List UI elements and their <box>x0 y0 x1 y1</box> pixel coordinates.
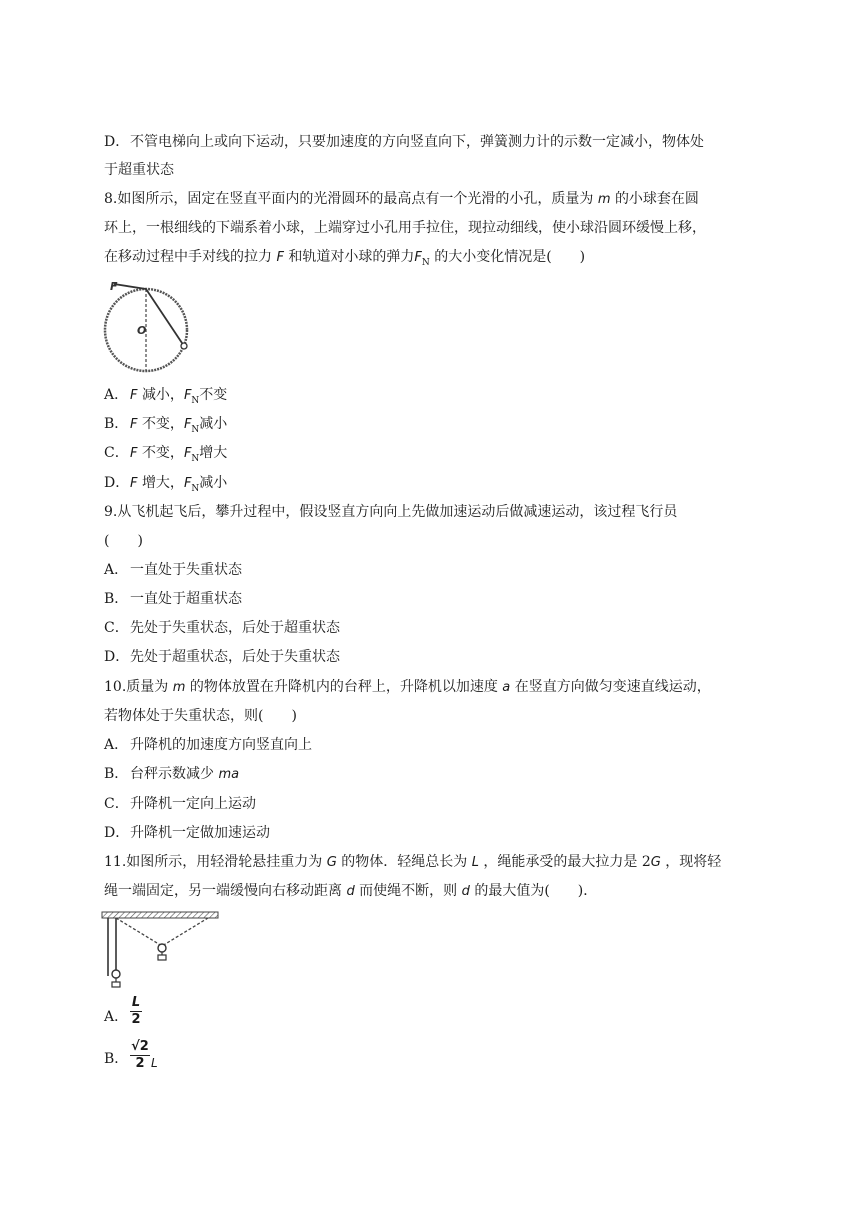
q9-option-d <box>104 647 340 667</box>
q10-option-d <box>104 823 270 843</box>
q10-text: 若物体处于失重状态，则( ) <box>104 708 297 724</box>
subscript-N: N <box>191 453 200 464</box>
q8-stem-line2 <box>104 218 706 238</box>
q9-stem-line1 <box>104 502 677 522</box>
q10-text: 的物体放置在升降机内的台秤上，升降机以加速度 <box>189 679 498 695</box>
q11-stem-line1 <box>104 852 721 873</box>
q11-option-b <box>104 1049 130 1069</box>
option-label: A． <box>104 737 129 753</box>
q10-stem-line1 <box>104 677 711 698</box>
option-label: B． <box>104 416 129 432</box>
var-F: F <box>130 476 138 491</box>
q8-ring-figure <box>100 278 200 378</box>
var-F: F <box>130 446 138 461</box>
subscript-N: N <box>191 395 200 406</box>
option-label: D． <box>104 825 130 841</box>
q11-text: ，现将轻 <box>665 854 722 870</box>
var-a: a <box>502 680 511 695</box>
middle-weight <box>158 955 166 960</box>
q8-text: 和轨道对小球的弹力 <box>288 249 415 265</box>
q8-option-c <box>104 443 227 469</box>
q10-text: 在竖直方向做匀变速直线运动， <box>514 679 711 695</box>
subscript-N: N <box>191 483 200 494</box>
fraction-numerator: L <box>131 995 141 1010</box>
option-label: D． <box>104 649 130 665</box>
q8-text: 在移动过程中手对线的拉力 <box>104 249 272 265</box>
option-label: A． <box>104 1009 129 1025</box>
var-FN: F <box>183 446 192 461</box>
option-text: 台秤示数减少 <box>130 766 214 782</box>
option-text: 升降机一定做加速运动 <box>130 825 270 841</box>
q10-option-c <box>104 794 256 814</box>
q8-text: 的小球套在圆 <box>614 191 699 207</box>
pull-thread <box>114 284 146 289</box>
q11-option-a <box>104 1007 130 1027</box>
left-pulley <box>112 970 120 978</box>
option-text: 先处于超重状态，后处于失重状态 <box>130 649 340 665</box>
var-m: m <box>597 192 611 207</box>
var-FN: F <box>183 476 192 491</box>
q9-option-c <box>104 618 340 638</box>
option-label: A． <box>104 562 129 578</box>
q11-stem-line2 <box>104 881 597 902</box>
option-label: A． <box>104 387 129 403</box>
option-label: C． <box>104 445 129 461</box>
var-L: L <box>471 855 479 870</box>
q9-option-a <box>104 560 242 580</box>
option-label: C． <box>104 796 129 812</box>
option-text: 减小 <box>199 475 228 491</box>
q9-stem-line2 <box>104 531 143 551</box>
q10-option-a <box>104 735 312 755</box>
middle-pulley <box>158 944 166 952</box>
q10-text: 10.质量为 <box>104 679 169 695</box>
q10-option-b <box>104 764 239 785</box>
q8-stem-line1 <box>104 189 699 210</box>
q8-option-a <box>104 385 227 411</box>
fraction-sqrt2-over-2 <box>130 1040 150 1071</box>
var-d: d <box>461 884 470 899</box>
q7-option-d-text-cont: 于超重状态 <box>104 162 174 178</box>
option-label: B． <box>104 1051 129 1067</box>
fraction-numerator: √2 <box>131 1039 149 1054</box>
option-label: D． <box>104 475 130 491</box>
q8-text: 8.如图所示，固定在竖直平面内的光滑圆环的最高点有一个光滑的小孔，质量为 <box>104 191 594 207</box>
fig-label-O: O <box>137 324 147 337</box>
var-F: F <box>276 250 284 265</box>
option-text: 减小 <box>199 416 228 432</box>
small-ball <box>181 343 187 349</box>
option-text: 先处于失重状态，后处于超重状态 <box>130 620 340 636</box>
dashed-rope <box>116 918 208 946</box>
fraction-denominator: 2 <box>131 1012 141 1027</box>
var-ma: ma <box>218 767 240 782</box>
left-weight <box>112 982 120 987</box>
fraction-L-over-2 <box>130 996 142 1027</box>
option-text: 减小， <box>141 387 184 403</box>
q9-text: ( ) <box>104 533 143 549</box>
option-text: 升降机一定向上运动 <box>130 796 256 812</box>
q11-text: 的物体．轻绳总长为 <box>341 854 468 870</box>
option-text: 不变， <box>141 416 184 432</box>
var-d: d <box>346 884 355 899</box>
q8-stem-line3 <box>104 247 585 273</box>
fraction-denominator: 2 <box>135 1056 145 1071</box>
q10-stem-line2 <box>104 706 297 726</box>
q11-text: 11.如图所示，用轻滑轮悬挂重力为 <box>104 854 323 870</box>
var-F: F <box>130 388 138 403</box>
option-text: 增大 <box>199 445 228 461</box>
q11-text: 而使绳不断，则 <box>359 883 458 899</box>
q9-text: 9.从飞机起飞后，攀升过程中，假设竖直方向向上先做加速运动后做减速运动，该过程飞行员 <box>104 504 678 520</box>
option-label: B． <box>104 766 129 782</box>
thread-line <box>146 289 184 346</box>
option-text: 一直处于超重状态 <box>130 591 242 607</box>
q11-pulley-figure <box>100 908 222 990</box>
subscript-N: N <box>421 257 430 268</box>
option-label: B． <box>104 591 129 607</box>
option-text: 不变， <box>141 445 184 461</box>
q8-option-b <box>104 414 227 440</box>
ceiling <box>102 912 218 918</box>
var-FN: F <box>414 250 422 265</box>
var-m: m <box>172 680 186 695</box>
var-G: G <box>650 855 661 870</box>
fig-label-F: F <box>110 280 118 293</box>
q8-option-d <box>104 473 227 499</box>
q7-option-d <box>104 132 704 152</box>
q8-text: 的大小变化情况是( ) <box>434 249 586 265</box>
option-text: 不变 <box>199 387 228 403</box>
var-FN: F <box>183 388 192 403</box>
q7-option-d-text: 不管电梯向上或向下运动，只要加速度的方向竖直向下，弹簧测力计的示数一定减小，物体处 <box>130 134 704 150</box>
var-FN: F <box>183 417 192 432</box>
subscript-N: N <box>191 424 200 435</box>
var-F: F <box>130 417 138 432</box>
q9-option-b <box>104 589 242 609</box>
option-text: 一直处于失重状态 <box>130 562 242 578</box>
q8-text: 环上，一根细线的下端系着小球，上端穿过小孔用手拉住，现拉动细线，使小球沿圆环缓慢上移， <box>104 220 706 236</box>
var-G: G <box>326 855 337 870</box>
q11-text: 的最大值为( )． <box>474 883 598 899</box>
q11-text: ，绳能承受的最大拉力是 2 <box>483 854 651 870</box>
option-label: C． <box>104 620 129 636</box>
var-L: L <box>151 1056 158 1070</box>
q7-option-d-cont <box>104 160 174 180</box>
option-label: D． <box>104 134 130 150</box>
option-text: 增大， <box>141 475 184 491</box>
q11-text: 绳一端固定，另一端缓慢向右移动距离 <box>104 883 342 899</box>
option-text: 升降机的加速度方向竖直向上 <box>130 737 312 753</box>
